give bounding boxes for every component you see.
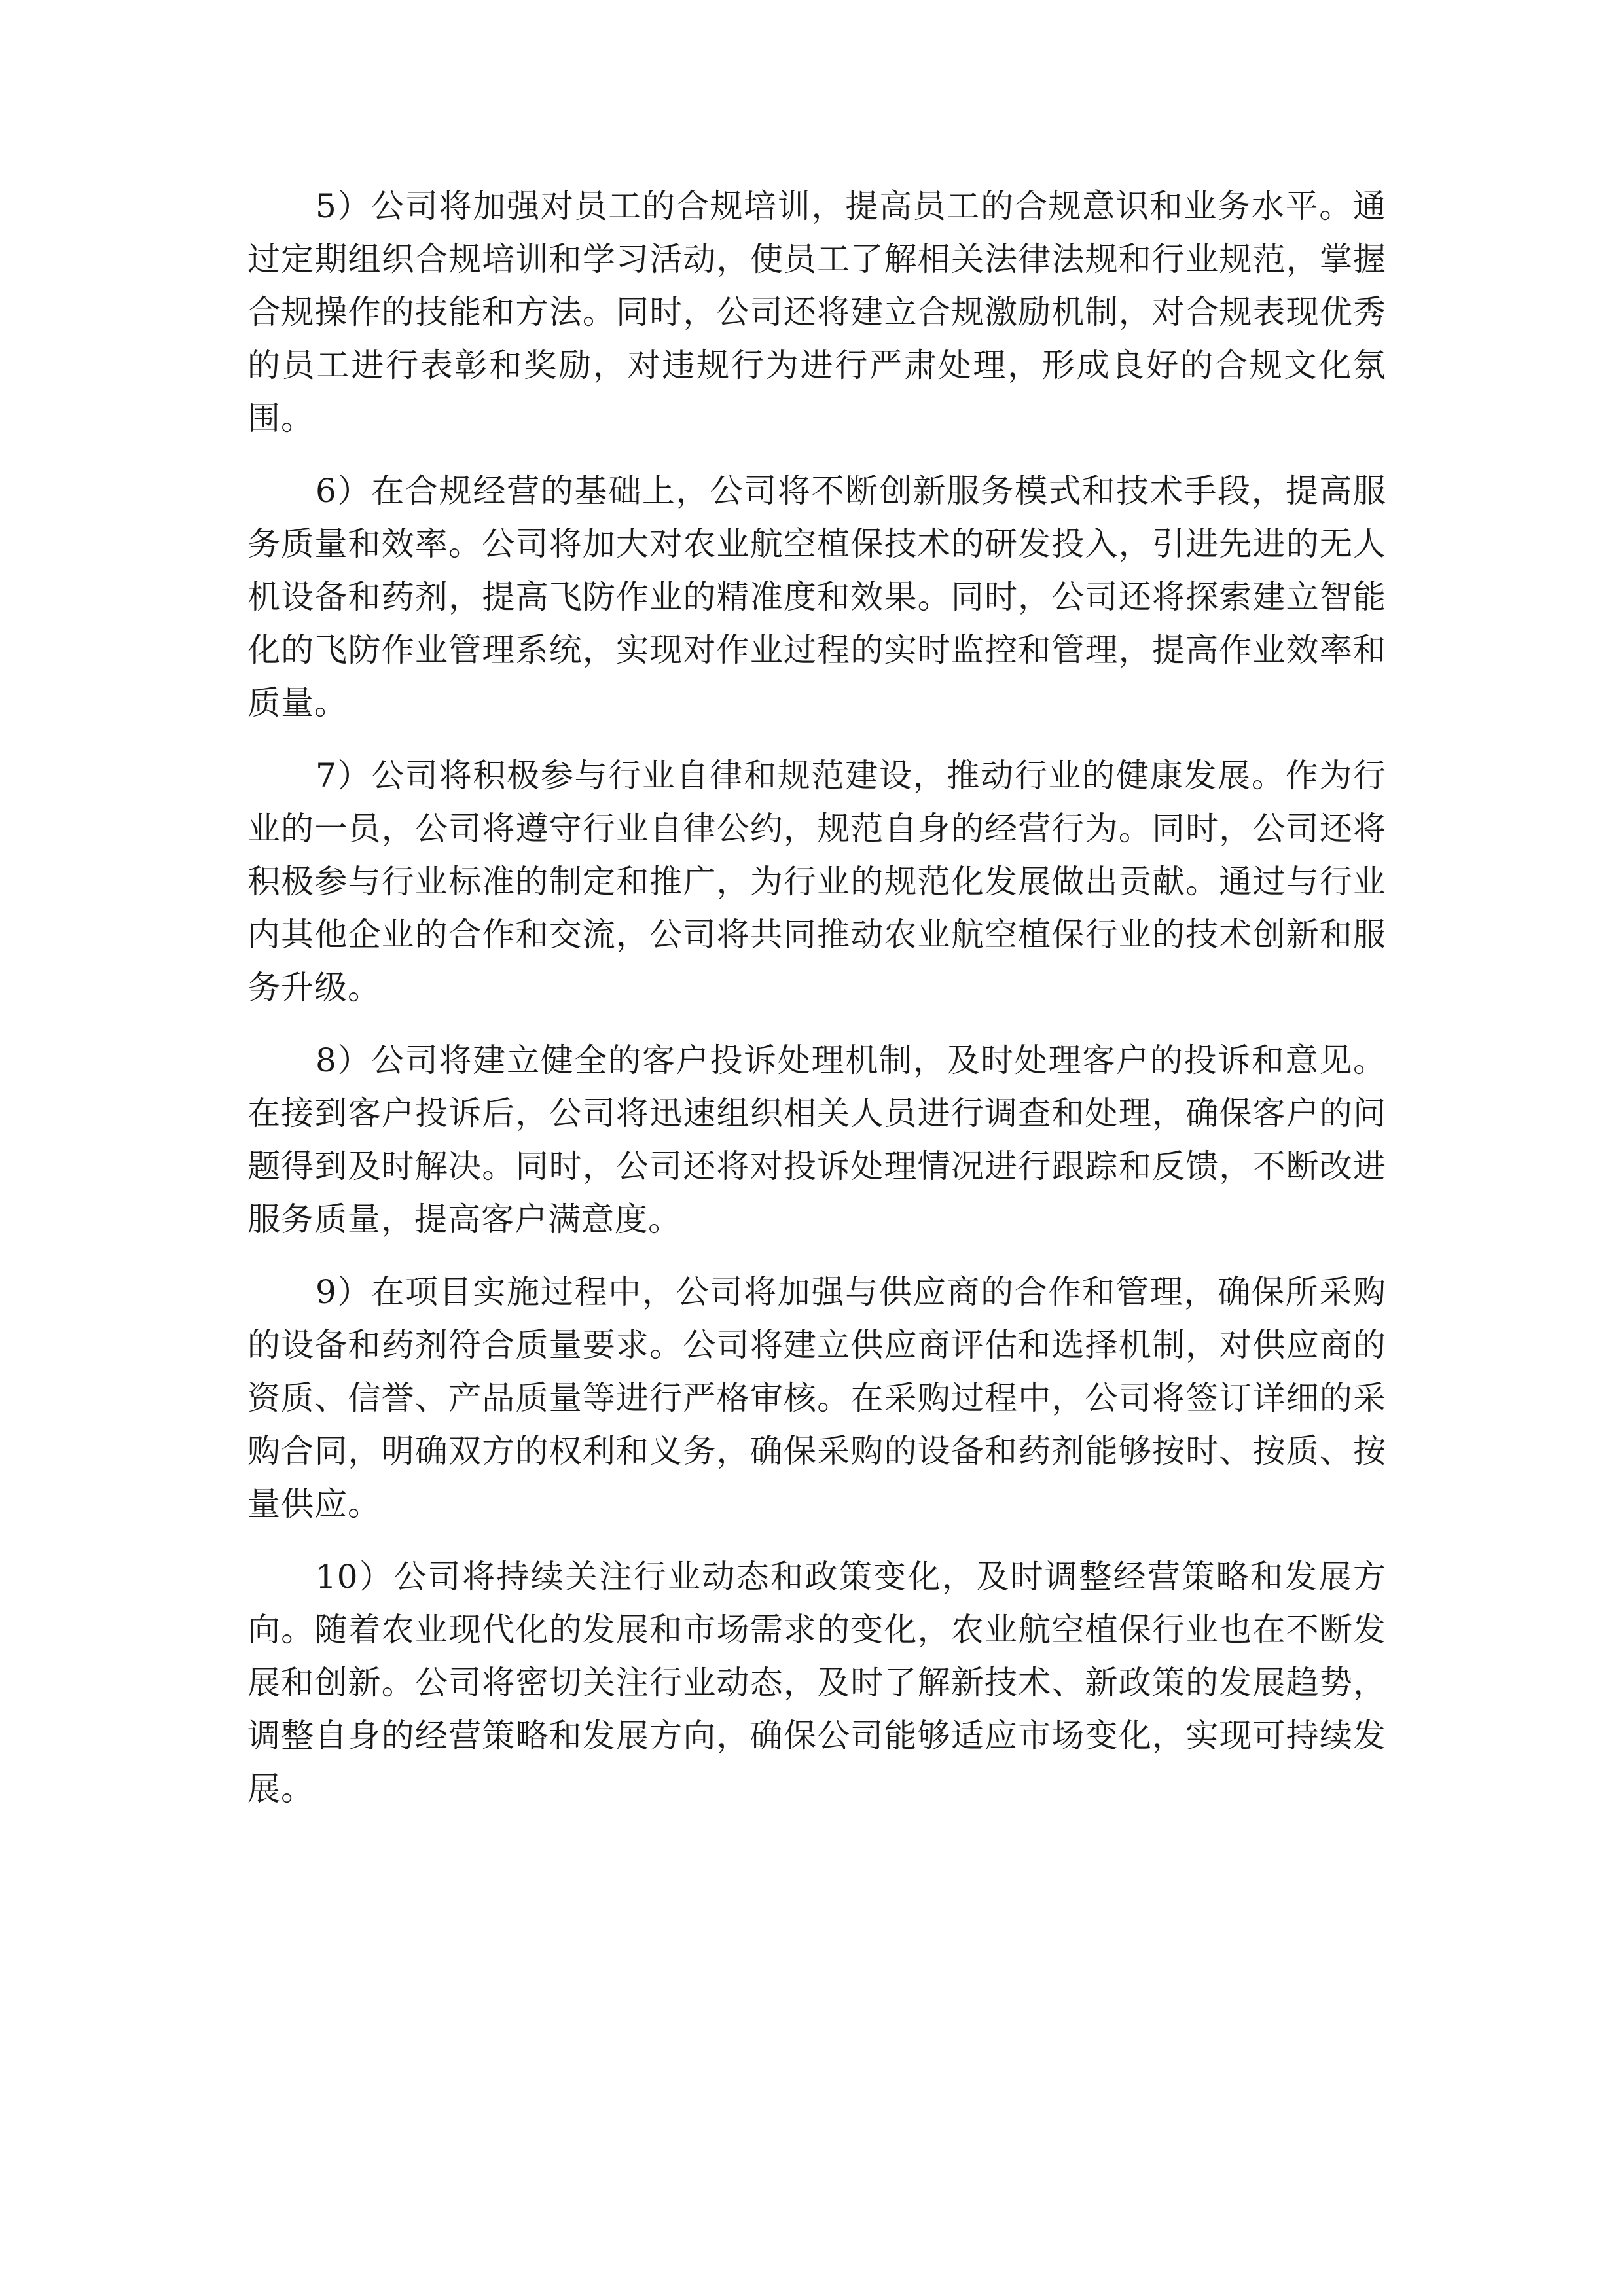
paragraph-9: 9）在项目实施过程中，公司将加强与供应商的合作和管理，确保所采购的设备和药剂符合质量要求。公司将建立供应商评估和选择机制，对供应商的资质、信誉、产品质量等进行严格审核。在采购过程中，公司将签订详细的采购合同，明确双方的权利和义务，确保采购的设备和药剂能够按时、按质、按量供应。 bbox=[247, 1273, 1386, 1523]
paragraph-8: 8）公司将建立健全的客户投诉处理机制，及时处理客户的投诉和意见。在接到客户投诉后，公司将迅速组织相关人员进行调查和处理，确保客户的问题得到及时解决。同时，公司还将对投诉处理情况进行跟踪和反馈，不断改进服务质量，提高客户满意度。 bbox=[247, 1041, 1386, 1238]
paragraph-6: 6）在合规经营的基础上，公司将不断创新服务模式和技术手段，提高服务质量和效率。公司将加大对农业航空植保技术的研发投入，引进先进的无人机设备和药剂，提高飞防作业的精准度和效果。同时，公司还将探索建立智能化的飞防作业管理系统，实现对作业过程的实时监控和管理，提高作业效率和质量。 bbox=[247, 472, 1386, 722]
document-page bbox=[247, 180, 1386, 1835]
paragraph-10: 10）公司将持续关注行业动态和政策变化，及时调整经营策略和发展方向。随着农业现代化的发展和市场需求的变化，农业航空植保行业也在不断发展和创新。公司将密切关注行业动态，及时了解新技术、新政策的发展趋势，调整自身的经营策略和发展方向，确保公司能够适应市场变化，实现可持续发展。 bbox=[247, 1558, 1386, 1808]
paragraph-5: 5）公司将加强对员工的合规培训，提高员工的合规意识和业务水平。通过定期组织合规培训和学习活动，使员工了解相关法律法规和行业规范，掌握合规操作的技能和方法。同时，公司还将建立合规激励机制，对合规表现优秀的员工进行表彰和奖励，对违规行为进行严肃处理，形成良好的合规文化氛围。 bbox=[247, 187, 1386, 437]
paragraph-7: 7）公司将积极参与行业自律和规范建设，推动行业的健康发展。作为行业的一员，公司将遵守行业自律公约，规范自身的经营行为。同时，公司还将积极参与行业标准的制定和推广，为行业的规范化发展做出贡献。通过与行业内其他企业的合作和交流，公司将共同推动农业航空植保行业的技术创新和服务升级。 bbox=[247, 757, 1386, 1007]
